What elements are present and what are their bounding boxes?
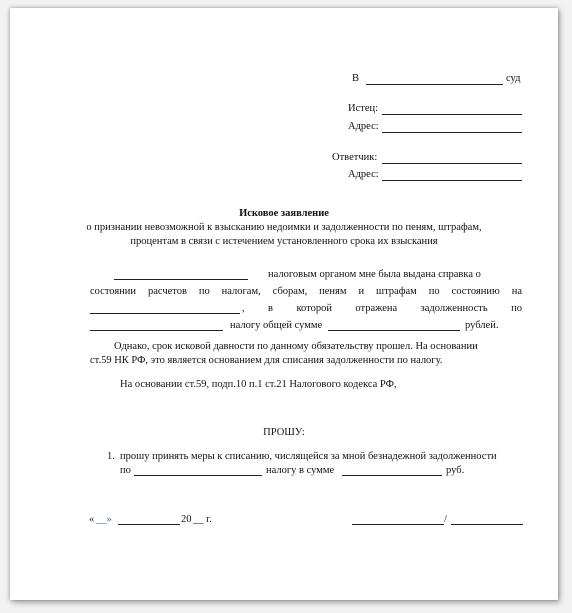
word: по <box>511 303 522 314</box>
signature-name-field[interactable] <box>451 524 523 525</box>
signature-slash: / <box>444 514 447 525</box>
request-amount-field[interactable] <box>342 475 442 476</box>
word: состоянию <box>451 286 500 297</box>
date-of-statement-field[interactable] <box>90 313 240 314</box>
word: сборам, <box>272 286 308 297</box>
request-tax-sum-label: налогу в сумме <box>266 465 335 476</box>
document-title: Исковое заявление <box>239 208 329 219</box>
request-tax-field[interactable] <box>134 475 262 476</box>
court-prefix: В <box>352 73 360 84</box>
word: на <box>511 286 522 297</box>
paragraph1-line1: налоговым органом мне была выдана справка о <box>268 269 481 280</box>
word: и <box>358 286 365 297</box>
document-page <box>10 8 558 600</box>
rubles-label: рублей. <box>465 320 499 331</box>
tax-name-field[interactable] <box>90 330 223 331</box>
paragraph1-line2 <box>90 285 522 298</box>
word: пеням <box>319 286 347 297</box>
request-item-line1: прошу принять меры к списанию, числящейся за мной безнадежной задолженности <box>120 451 497 462</box>
word: отражена <box>355 303 398 314</box>
plaintiff-field[interactable] <box>382 114 522 115</box>
word: расчетов <box>147 286 187 297</box>
defendant-label: Ответчик: <box>332 152 378 163</box>
request-rub-label: руб. <box>446 465 465 476</box>
court-suffix: суд <box>506 73 521 84</box>
court-name-field[interactable] <box>366 84 503 85</box>
paragraph2-line1: Однако, срок исковой давности по данному обязательству прошел. На основании <box>114 341 478 352</box>
issuing-authority-field[interactable] <box>114 279 248 280</box>
date-quote-open: « <box>89 514 95 525</box>
defendant-address-field[interactable] <box>382 180 522 181</box>
word: по <box>428 286 440 297</box>
request-heading: ПРОШУ: <box>263 427 305 438</box>
word: которой <box>296 303 332 314</box>
word: задолженность <box>420 303 488 314</box>
date-month-field[interactable] <box>118 524 180 525</box>
word: в <box>268 303 274 314</box>
signature-field[interactable] <box>352 524 444 525</box>
plaintiff-address-label: Адрес: <box>348 121 379 132</box>
defendant-field[interactable] <box>382 163 522 164</box>
request-item-by: по <box>120 465 131 476</box>
defendant-address-label: Адрес: <box>348 169 379 180</box>
paragraph3: На основании ст.59, подп.10 п.1 ст.21 Налогового кодекса РФ, <box>120 379 397 390</box>
word: состоянии <box>90 286 137 297</box>
title-subline-2: процентам в связи с истечением установленного срока их взыскания <box>130 236 438 247</box>
title-subline-1: о признании невозможной к взысканию недоимки и задолженности по пеням, штрафам, <box>86 222 482 233</box>
plaintiff-label: Истец: <box>348 103 379 114</box>
date-year-suffix: __ г. <box>193 514 212 525</box>
paragraph2-line2: ст.59 НК РФ, это является основанием для списания задолженности по налогу. <box>90 355 443 366</box>
total-amount-field[interactable] <box>328 330 460 331</box>
paragraph1-line3 <box>242 302 522 315</box>
word: , <box>242 303 245 314</box>
date-day-field[interactable]: __» <box>96 514 112 525</box>
word: налогам, <box>221 286 261 297</box>
word: штрафам <box>376 286 417 297</box>
plaintiff-address-field[interactable] <box>382 132 522 133</box>
request-item-number: 1. <box>107 451 115 462</box>
date-year-prefix: 20 <box>181 514 192 525</box>
word: по <box>198 286 210 297</box>
tax-total-label: налогу общей сумме <box>230 320 323 331</box>
